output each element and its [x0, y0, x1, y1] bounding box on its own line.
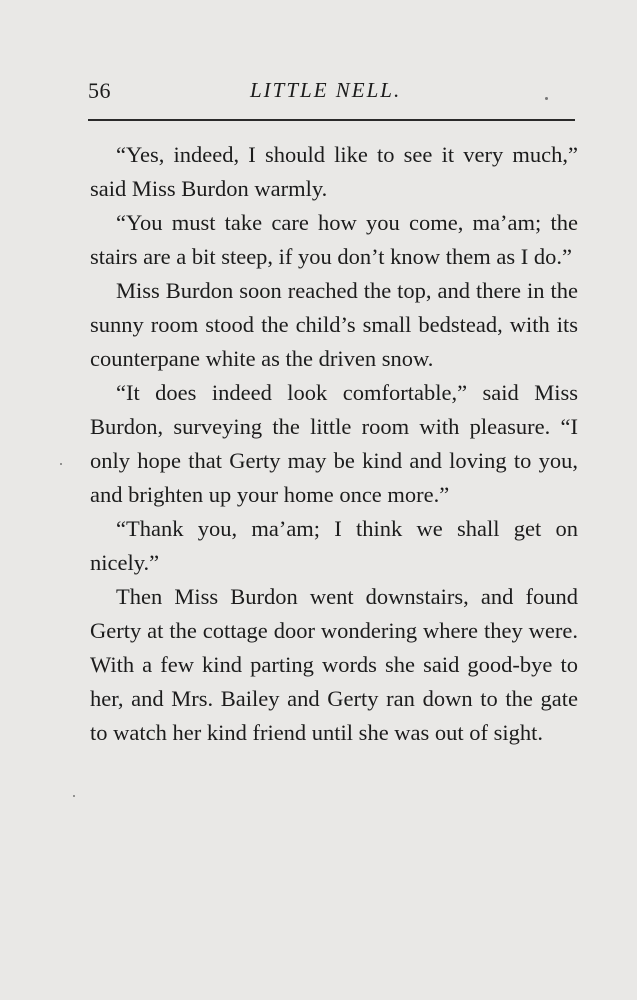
page-header	[0, 0, 637, 120]
paper-speck	[60, 463, 62, 465]
running-title: LITTLE NELL.	[250, 78, 402, 102]
paper-speck	[545, 97, 548, 100]
paragraph: “Thank you, ma’am; I think we shall get on nicely.”	[90, 516, 578, 575]
header-rule	[88, 119, 575, 121]
paragraph: Then Miss Burdon went downstairs, and found Gerty at the cottage door wondering where they were. With a few kind parting words she said good-bye to her, and Mrs. Bailey and Gerty ran down to the gate to watch her kind friend until she was out of sight.	[90, 584, 578, 745]
paragraph: “You must take care how you come, ma’am; the stairs are a bit steep, if you don’t know them as I do.”	[90, 210, 578, 269]
page-number: 56	[88, 78, 111, 103]
body-text	[90, 138, 578, 750]
paragraph: Miss Burdon soon reached the top, and there in the sunny room stood the child’s small bedstead, with its counterpane white as the driven snow.	[90, 278, 578, 371]
paper-speck	[73, 795, 75, 797]
paragraph: “It does indeed look comfortable,” said Miss Burdon, surveying the little room with pleasure. “I only hope that Gerty may be kind and loving to you, and brighten up your home once more.”	[90, 380, 578, 507]
paragraph: “Yes, indeed, I should like to see it very much,” said Miss Burdon warmly.	[90, 142, 578, 201]
